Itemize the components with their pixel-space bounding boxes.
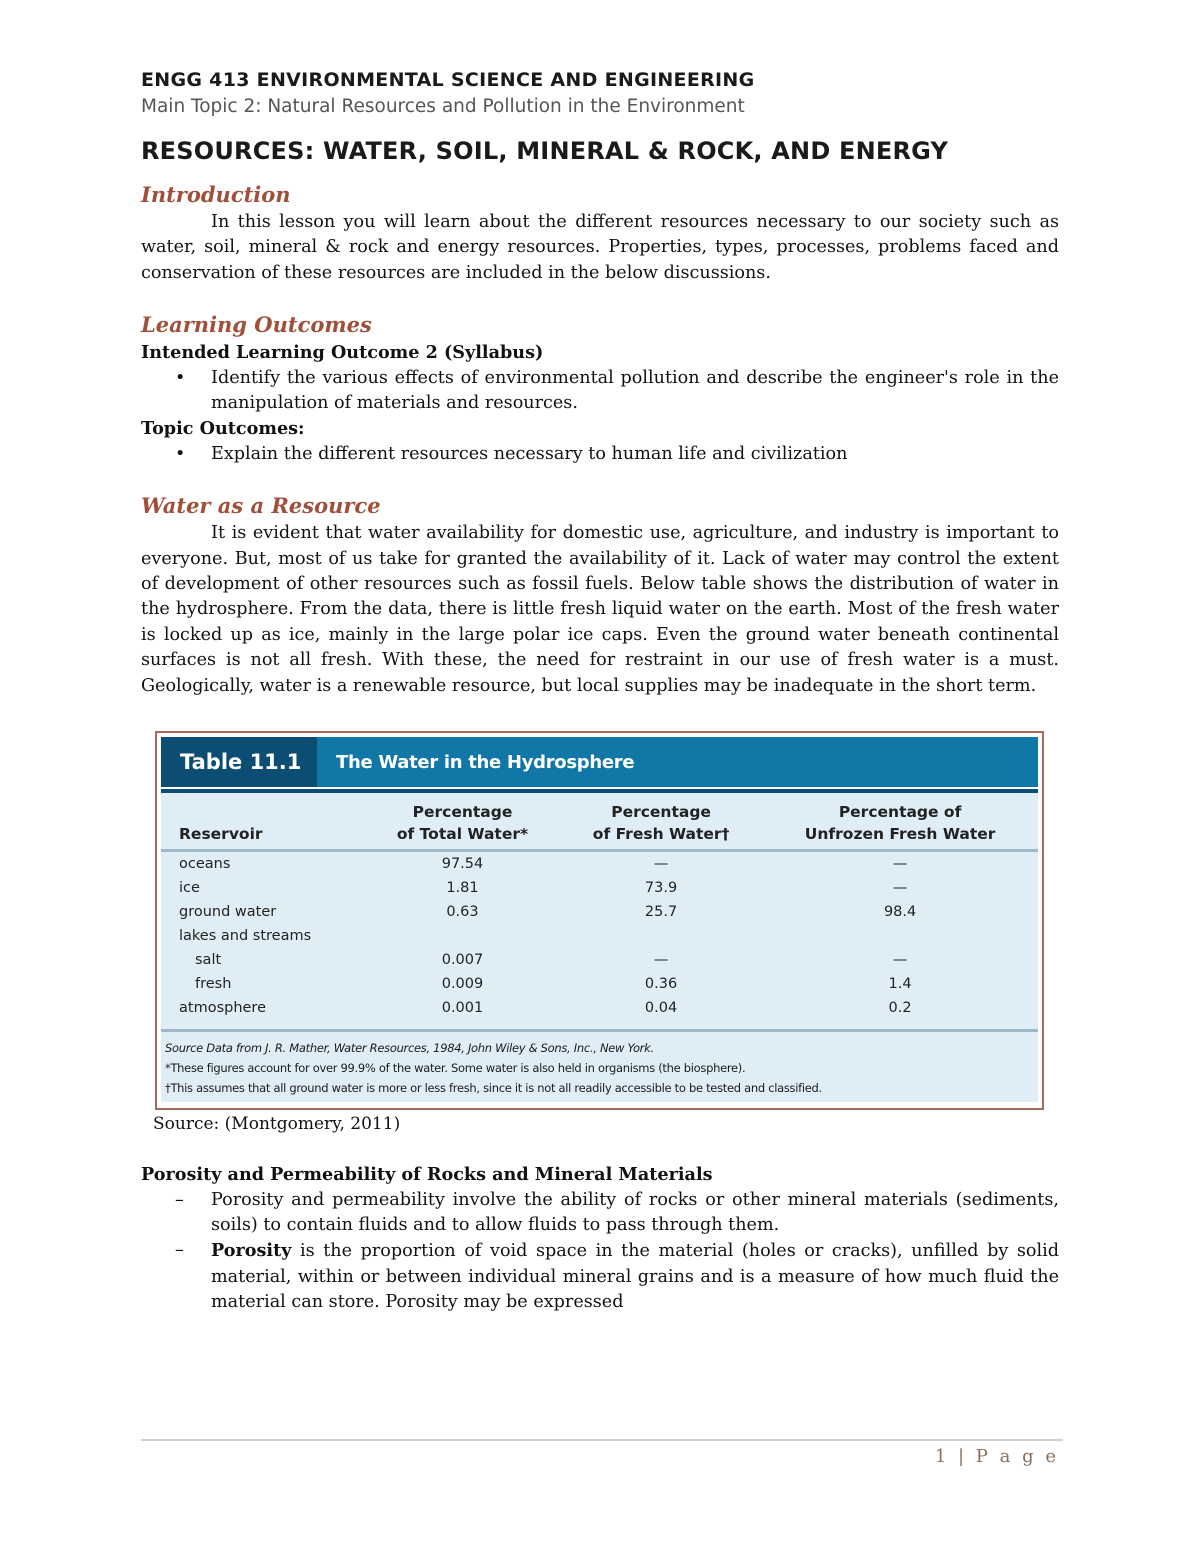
introduction-text: In this lesson you will learn about the different resources necessary to our society such as water, soil, mineral & rock and energy resources. Properties, types, processes, problems faced and conservation of these resources are included in the below discussions. — [141, 212, 1059, 283]
cell-unfrozen: — — [892, 856, 908, 873]
cell-unfrozen: 98.4 — [883, 904, 917, 921]
cell-total: 0.001 — [365, 996, 560, 1031]
table-notes — [161, 1032, 1038, 1102]
table-row — [161, 996, 1038, 1031]
hydrosphere-table — [161, 793, 1038, 1032]
cell-total: 0.63 — [446, 904, 479, 921]
list-item — [141, 442, 1059, 467]
table-footnote-star: *These figures account for over 99.9% of the water. Some water is also held in organisms (the biosphere). — [165, 1061, 746, 1076]
introduction-heading: Introduction — [141, 182, 291, 207]
table-row — [161, 876, 1038, 900]
table-row — [161, 948, 1038, 972]
header-unfrozen-water: Percentage of Unfrozen Fresh Water — [762, 793, 1038, 851]
document-page — [141, 66, 1059, 1316]
cell-fresh: 0.36 — [644, 976, 678, 993]
porosity-heading: Porosity and Permeability of Rocks and Mineral Materials — [141, 1164, 713, 1186]
cell-fresh — [560, 924, 762, 948]
porosity-item-text: Porosity and permeability involve the ability of rocks or other mineral materials (sediments, soils) to contain fluids and to allow fluids to pass through them. — [211, 1189, 1059, 1235]
topic-item-text: Explain the different resources necessary to human life and civilization — [211, 443, 848, 464]
table-row — [161, 972, 1038, 996]
cell-unfrozen: 0.2 — [762, 996, 1038, 1031]
cell-fresh: 0.04 — [560, 996, 762, 1031]
cell-reservoir: atmosphere — [161, 996, 365, 1031]
hydrosphere-table-figure — [155, 731, 1044, 1110]
cell-unfrozen: — — [892, 952, 908, 969]
main-topic: Main Topic 2: Natural Resources and Pollution in the Environment — [141, 96, 745, 117]
cell-reservoir: lakes and streams — [179, 928, 312, 945]
table-header-row — [161, 793, 1038, 851]
table-footnote-dagger: †This assumes that all ground water is more or less fresh, since it is not all readily accessible to be tested and classified. — [165, 1081, 822, 1096]
table-source-note: Source Data from J. R. Mather, Water Resources, 1984, John Wiley & Sons, Inc., New York. — [165, 1041, 654, 1056]
footer-divider — [141, 1439, 1063, 1441]
cell-unfrozen — [762, 924, 1038, 948]
cell-unfrozen: 1.4 — [888, 976, 912, 993]
table-row — [161, 924, 1038, 948]
header-fresh-water: Percentage of Fresh Water† — [560, 793, 762, 851]
cell-unfrozen: — — [892, 880, 908, 897]
header-reservoir: Reservoir — [161, 793, 365, 851]
dash-icon: – — [175, 1240, 184, 1261]
table-number: Table 11.1 — [161, 737, 317, 787]
cell-fresh: 73.9 — [644, 880, 678, 897]
table-title-bar — [161, 737, 1038, 787]
cell-fresh: — — [653, 952, 669, 969]
water-text: It is evident that water availability for domestic use, agriculture, and industry is important to everyone. But, most of us take for granted the availability of it. Lack of water may control the extent of development of other resources such as fossil fuels. Below table shows the distribution of water in the hydrosphere. From the data, there is little fresh liquid water on the earth. Most of the fresh water is locked up as ice, mainly in the large polar ice caps. Even the ground water beneath continental surfaces is not all fresh. With these, the need for restraint in our use of fresh water is a must. Geologically, water is a renewable resource, but local supplies may be inadequate in the short term. — [141, 523, 1059, 696]
document-title: RESOURCES: WATER, SOIL, MINERAL & ROCK, AND ENERGY — [141, 137, 949, 165]
cell-reservoir: salt — [195, 952, 222, 969]
cell-fresh: — — [653, 856, 669, 873]
cell-reservoir: oceans — [179, 856, 231, 873]
table-row — [161, 900, 1038, 924]
list-item — [141, 366, 1059, 417]
ilo-item-text: Identify the various effects of environmental pollution and describe the engineer's role in the manipulation of materials and resources. — [211, 367, 1059, 414]
porosity-list — [141, 1188, 1059, 1316]
porosity-definition: is the proportion of void space in the material (holes or cracks), unfilled by solid material, within or between individual mineral grains and is a measure of how much fluid the material can store. Porosity may be expressed — [211, 1241, 1059, 1313]
bullet-icon: • — [175, 367, 186, 388]
cell-total: 0.007 — [441, 952, 484, 969]
topic-outcomes-heading: Topic Outcomes: — [141, 418, 305, 440]
cell-total — [365, 924, 560, 948]
course-title: ENGG 413 ENVIRONMENTAL SCIENCE AND ENGINEERING — [141, 69, 755, 91]
page-number: 1 | P a g e — [934, 1446, 1059, 1467]
topic-outcomes-list — [141, 442, 1059, 467]
header-total-water: Percentage of Total Water* — [365, 793, 560, 851]
list-item — [141, 1238, 1059, 1315]
cell-reservoir: fresh — [195, 976, 232, 993]
learning-outcomes-heading: Learning Outcomes — [141, 312, 372, 338]
water-heading: Water as a Resource — [141, 493, 381, 519]
ilo-heading: Intended Learning Outcome 2 (Syllabus) — [141, 342, 544, 364]
cell-reservoir: ground water — [179, 904, 277, 921]
cell-total: 0.009 — [441, 976, 484, 993]
porosity-term: Porosity — [211, 1240, 292, 1262]
dash-icon: – — [175, 1189, 184, 1210]
table-name: The Water in the Hydrosphere — [336, 751, 635, 773]
cell-total: 1.81 — [446, 880, 479, 897]
table-row — [161, 851, 1038, 877]
cell-total: 97.54 — [441, 856, 484, 873]
cell-fresh: 25.7 — [644, 904, 678, 921]
ilo-list — [141, 366, 1059, 417]
cell-reservoir: ice — [179, 880, 200, 897]
list-item — [141, 1188, 1059, 1239]
table-source-citation: Source: (Montgomery, 2011) — [153, 1114, 401, 1135]
bullet-icon: • — [175, 443, 186, 464]
